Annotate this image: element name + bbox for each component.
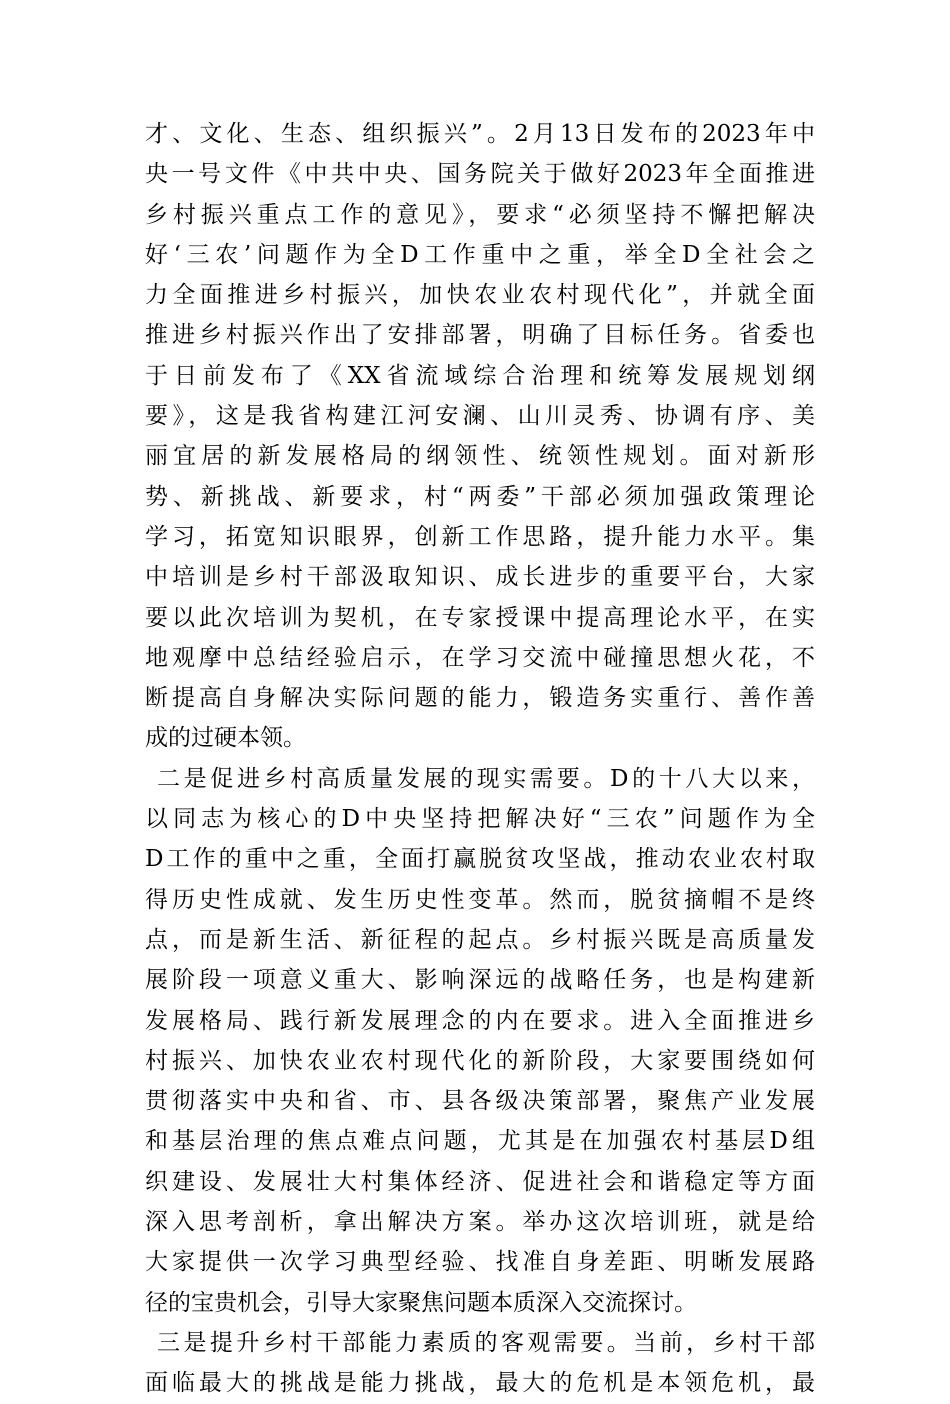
text-line: 以同志为核心的D中央坚持把解决好“三农”问题作为全 (145, 806, 815, 833)
text-line: 点，而是新生活、新征程的起点。乡村振兴既是高质量发 (145, 926, 815, 953)
text-line: 好‘三农’问题作为全D工作重中之重，举全D全社会之 (145, 241, 815, 268)
text-line: 大家提供一次学习典型经验、找准自身差距、明晰发展路 (145, 1249, 815, 1276)
text-line: 发展格局、践行新发展理念的内在要求。进入全面推进乡 (145, 1007, 815, 1034)
text-line: 才、文化、生态、组织振兴”。2月13日发布的2023年中 (145, 121, 815, 147)
text-line: 中培训是乡村干部汲取知识、成长进步的重要平台，大家 (145, 564, 815, 591)
paragraph-2 (145, 759, 815, 1323)
text-line: 于日前发布了《XX省流域综合治理和统筹发展规划纲 (145, 362, 815, 389)
text-line: 和基层治理的焦点难点问题，尤其是在加强农村基层D组 (145, 1128, 815, 1155)
text-line: 径的宝贵机会，引导大家聚焦问题本质深入交流探讨。 (145, 1289, 697, 1316)
text-line: 成的过硬本领。 (145, 725, 306, 752)
text-line: 织建设、发展壮大村集体经济、促进社会和谐稳定等方面 (145, 1168, 815, 1195)
text-line: 势、新挑战、新要求，村“两委”干部必须加强政策理论 (145, 483, 815, 510)
text-line: 央一号文件《中共中央、国务院关于做好2023年全面推进 (145, 161, 815, 188)
text-line: 学习，拓宽知识眼界，创新工作思路，提升能力水平。集 (145, 523, 815, 550)
text-line: 丽宜居的新发展格局的纲领性、统领性规划。面对新形 (145, 443, 815, 470)
text-line: 推进乡村振兴作出了安排部署，明确了目标任务。省委也 (145, 322, 815, 349)
document-body (145, 114, 815, 1404)
text-line: 村振兴、加快农业农村现代化的新阶段，大家要围绕如何 (145, 1047, 815, 1074)
text-line: 展阶段一项意义重大、影响深远的战略任务，也是构建新 (145, 967, 815, 994)
text-line: 乡村振兴重点工作的意见》，要求“必须坚持不懈把解决 (145, 201, 815, 228)
text-line: 断提高自身解决实际问题的能力，锻造务实重行、善作善 (145, 685, 815, 712)
text-line: 得历史性成就、发生历史性变革。然而，脱贫摘帽不是终 (145, 886, 815, 913)
text-line: 要》，这是我省构建江河安澜、山川灵秀、协调有序、美 (145, 403, 815, 430)
text-line: 面临最大的挑战是能力挑战，最大的危机是本领危机，最 (145, 1370, 815, 1397)
text-line: 深入思考剖析，拿出解决方案。举办这次培训班，就是给 (145, 1209, 815, 1236)
text-line: 二是促进乡村高质量发展的现实需要。D的十八大以来， (157, 765, 815, 792)
text-line: 地观摩中总结经验启示，在学习交流中碰撞思想火花，不 (145, 644, 815, 671)
text-line: 要以此次培训为契机，在专家授课中提高理论水平，在实 (145, 604, 815, 631)
text-line: 三是提升乡村干部能力素质的客观需要。当前，乡村干部 (157, 1329, 815, 1356)
paragraph-1 (145, 114, 815, 759)
text-line: D工作的重中之重，全面打赢脱贫攻坚战，推动农业农村取 (145, 846, 815, 873)
paragraph-3 (145, 1323, 815, 1404)
text-line: 贯彻落实中央和省、市、县各级决策部署，聚焦产业发展 (145, 1088, 815, 1115)
text-line: 力全面推进乡村振兴，加快农业农村现代化”，并就全面 (145, 282, 815, 309)
